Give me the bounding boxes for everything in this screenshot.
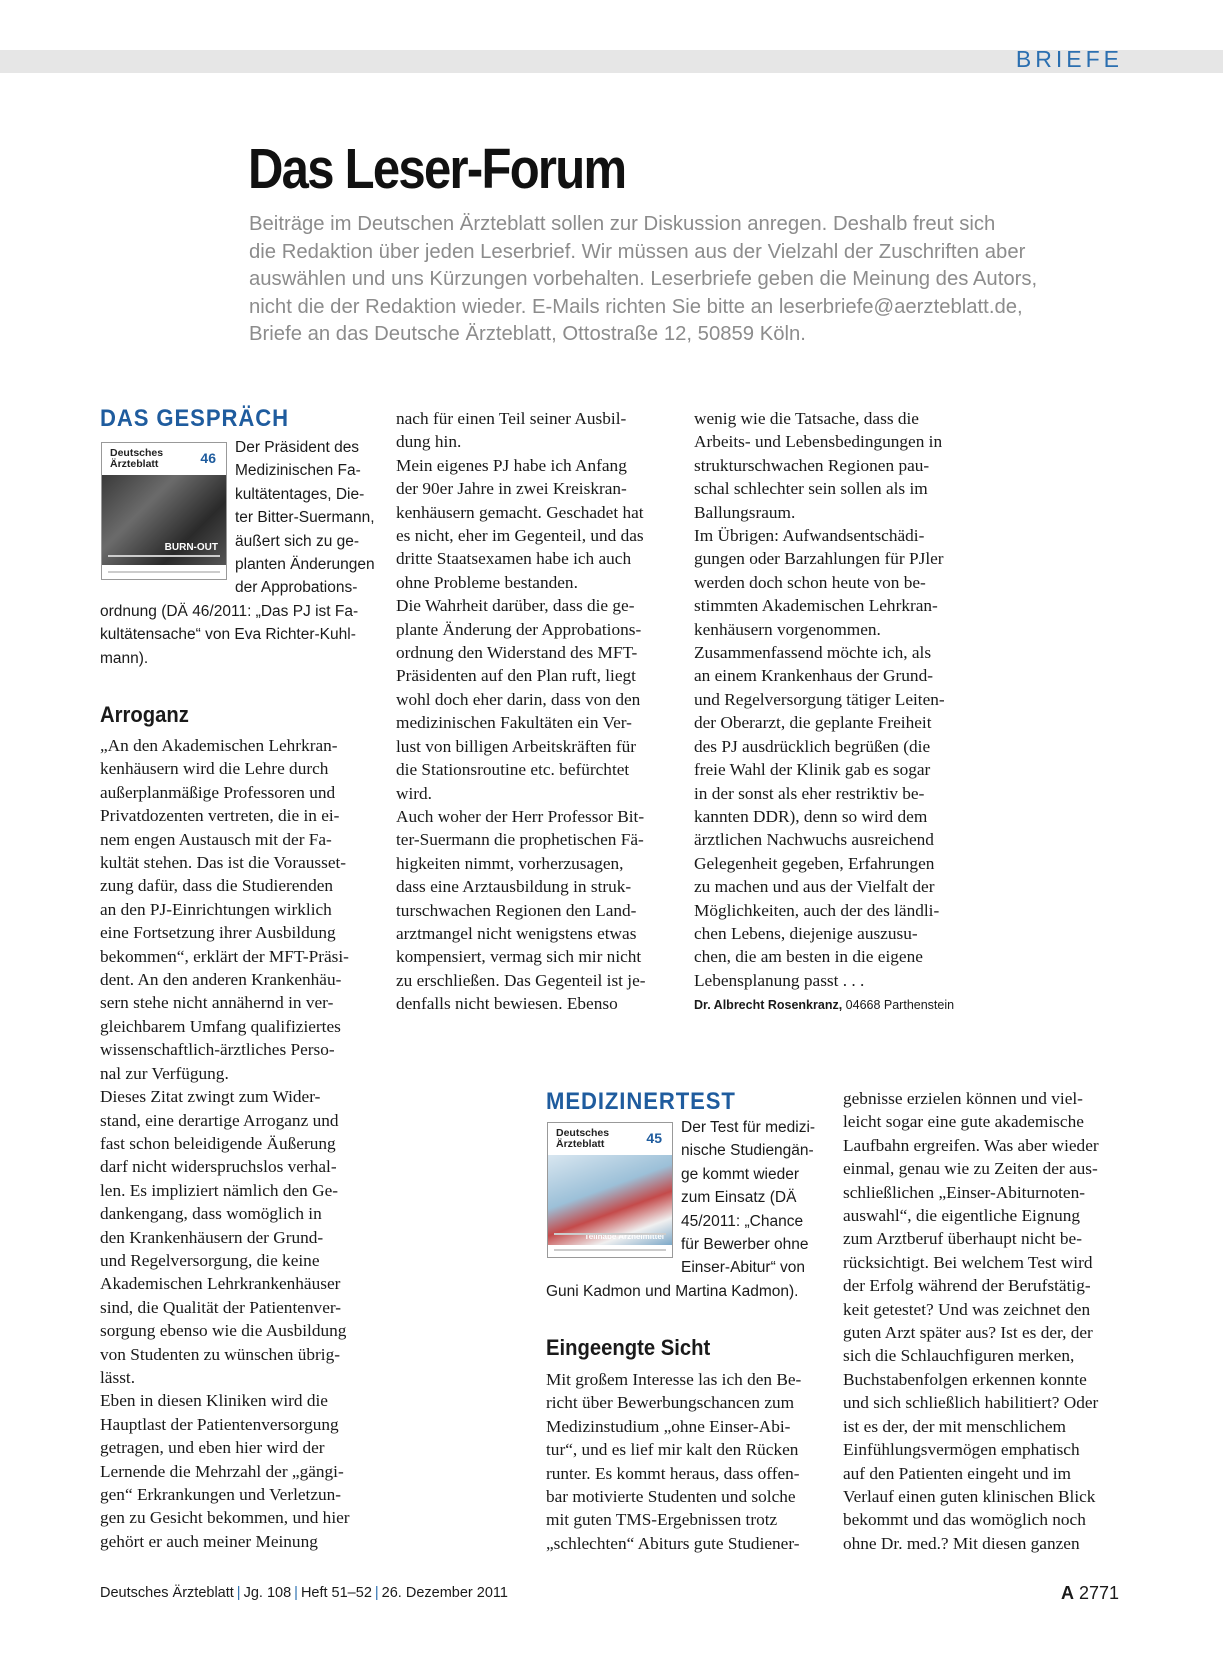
text-line: Lernende die Mehrzahl der „gängi-	[100, 1461, 344, 1481]
text-line: gebnisse erzielen können und viel-	[843, 1089, 1083, 1108]
text-line: der 90er Jahre in zwei Kreiskran-	[396, 479, 627, 499]
text-line: sorgung ebenso wie die Ausbildung	[100, 1321, 347, 1341]
text-line: Buchstabenfolgen erkennen konnte	[843, 1369, 1087, 1389]
section-label: BRIEFE	[1015, 46, 1123, 72]
text-line: in der sonst als eher restriktiv be-	[694, 783, 925, 803]
text-line: gehört er auch meiner Meinung	[100, 1531, 318, 1551]
text-line: planten Änderungen	[235, 556, 375, 574]
text-line: dass eine Arztausbildung in struk-	[396, 877, 632, 897]
letter2-kicker: MEDIZINERTEST	[546, 1088, 736, 1115]
page-title: Das Leser-Forum	[248, 137, 626, 201]
text-line: gen zu Gesicht bekommen, und hier	[100, 1508, 350, 1528]
footer-issue: Heft 51–52	[300, 1585, 372, 1601]
text-line: zu erschließen. Das Gegenteil ist je-	[396, 970, 646, 990]
text-line: sind, die Qualität der Patientenver-	[100, 1297, 342, 1317]
text-line: Beiträge im Deutschen Ärzteblatt sollen zur Diskussion anregen. Deshalb freut sich	[249, 213, 996, 235]
text-line: kenhäusern wird die Lehre durch	[100, 759, 329, 779]
cover-issue-number: 45	[646, 1130, 662, 1146]
text-line: arztmangel nicht wenigstens etwas	[396, 923, 637, 943]
letter2-cover-image	[547, 1122, 673, 1258]
text-line: äußert sich zu ge-	[235, 532, 360, 550]
text-line: wohl doch eher darin, dass von den	[396, 689, 641, 709]
text-line: stand, eine derartige Arroganz und	[100, 1110, 339, 1130]
text-line: richt über Bewerbungschancen zum	[546, 1393, 795, 1413]
text-line: Ballungsraum.	[694, 502, 796, 522]
text-line: medizinischen Fakultäten ein Ver-	[396, 713, 632, 733]
text-line: Laufbahn ergreifen. Was aber wieder	[843, 1135, 1099, 1155]
cover-masthead	[102, 443, 226, 473]
text-line: leicht sogar eine gute akademische	[843, 1112, 1084, 1132]
cover-brand: Deutsches Ärzteblatt	[110, 447, 164, 470]
letter1-lead-beside	[235, 436, 375, 600]
text-line: Verlauf einen guten klinischen Blick	[843, 1486, 1096, 1506]
text-line: mann).	[100, 649, 149, 667]
footer-volume: Jg. 108	[243, 1585, 292, 1601]
text-line: gen“ Erkrankungen und Verletzun-	[100, 1485, 342, 1504]
text-line: plante Änderung der Approbations-	[396, 619, 642, 639]
text-line: dankengang, dass womöglich in	[100, 1204, 322, 1224]
text-line: nische Studiengän-	[681, 1142, 814, 1160]
text-line: zung dafür, dass die Studierenden	[100, 876, 334, 896]
cover-photo	[102, 475, 226, 565]
text-line: chen Lebens, diejenige auszusu-	[694, 923, 918, 943]
letter1-column-3	[694, 407, 945, 992]
text-line: getragen, und eben hier wird der	[100, 1438, 325, 1458]
footer-citation: Deutsches Ärzteblatt | Jg. 108 | Heft 51–52 | 26. Dezember 2011	[100, 1585, 508, 1601]
text-line: ge kommt wieder	[681, 1165, 800, 1183]
text-line: 45/2011: „Chance	[681, 1212, 804, 1230]
text-line: zum Einsatz (DÄ	[681, 1189, 797, 1207]
text-line: tur“, und es lief mir kalt den Rücken	[546, 1440, 799, 1460]
text-line: der Oberarzt, die geplante Freiheit	[694, 713, 932, 733]
footer-journal: Deutsches Ärzteblatt	[100, 1585, 234, 1601]
text-line: „schlechten“ Abiturs gute Studiener-	[546, 1533, 800, 1553]
text-line: nal zur Verfügung.	[100, 1063, 229, 1083]
text-line: sern stehe nicht annähernd in ver-	[100, 993, 334, 1013]
letter1-column-1	[100, 734, 350, 1553]
text-line: „An den Akademischen Lehrkran-	[100, 736, 338, 755]
text-line: dung hin.	[396, 432, 462, 452]
text-line: Einfühlungsvermögen emphatisch	[843, 1440, 1080, 1460]
text-line: Dieses Zitat zwingt zum Wider-	[100, 1087, 321, 1107]
text-line: auf den Patienten eingeht und im	[843, 1463, 1071, 1483]
text-line: ter-Suermann die prophetischen Fä-	[396, 830, 644, 850]
text-line: Möglichkeiten, auch der des ländli-	[694, 900, 940, 920]
text-line: es nicht, eher im Gegenteil, und das	[396, 526, 644, 546]
text-line: auswahl“, die eigentliche Eignung	[843, 1206, 1081, 1226]
text-line: bar motivierte Studenten und solche	[546, 1487, 796, 1507]
text-line: Im Übrigen: Aufwandsentschädi-	[694, 526, 925, 546]
text-line: Medizinstudium „ohne Einser-Abi-	[546, 1416, 791, 1436]
letter2-column-2	[843, 1087, 1099, 1555]
letter1-signature: Dr. Albrecht Rosenkranz, 04668 Parthenstein	[694, 998, 955, 1012]
cover-headline: BURN-OUT	[164, 542, 218, 553]
text-line: Mein eigenes PJ habe ich Anfang	[396, 455, 627, 475]
text-line: rücksichtigt. Bei welchem Test wird	[843, 1252, 1093, 1272]
letter1-lead-full	[100, 600, 358, 670]
text-line: denfalls nicht bewiesen. Ebenso	[396, 994, 618, 1014]
text-line: ist es der, der mit menschlichem	[843, 1416, 1066, 1436]
text-line: die Redaktion über jeden Leserbrief. Wir müssen aus der Vielzahl der Zuschriften aber	[249, 240, 1026, 263]
intro-text	[249, 211, 1149, 349]
text-line: kenhäusern gemacht. Geschadet hat	[396, 502, 644, 522]
text-line: schließlichen „Einser-Abiturnoten-	[843, 1182, 1085, 1202]
text-line: der Erfolg während der Berufstätig-	[843, 1276, 1091, 1296]
text-line: ohne Probleme bestanden.	[396, 572, 578, 592]
text-line: Einser-Abitur“ von	[681, 1259, 806, 1277]
text-line: wenig wie die Tatsache, dass die	[694, 409, 919, 428]
text-line: nicht die der Redaktion wieder. E-Mails richten Sie bitte an leserbriefe@aerzteblatt.de,	[249, 295, 1023, 318]
text-line: kompensiert, vermag sich mir nicht	[396, 947, 642, 967]
letter1-subhead: Arroganz	[100, 702, 189, 727]
text-line: higkeiten nimmt, vorherzusagen,	[396, 853, 624, 873]
text-line: turschwachen Regionen den Land-	[396, 900, 637, 920]
text-line: runter. Es kommt heraus, dass offen-	[546, 1463, 800, 1483]
text-line: Privatdozenten vertreten, die in ei-	[100, 806, 340, 826]
text-line: kultätentages, Die-	[235, 485, 365, 503]
text-line: auswählen und uns Kürzungen vorbehalten. Leserbriefe geben die Meinung des Autors,	[249, 268, 1038, 291]
text-line: nem engen Austausch mit der Fa-	[100, 829, 332, 849]
text-line: der Approbations-	[235, 579, 358, 597]
letter2-column-1	[546, 1368, 801, 1555]
text-line: den Krankenhäusern der Grund-	[100, 1227, 324, 1247]
text-line: Mit großem Interesse las ich den Be-	[546, 1370, 802, 1389]
text-line: die Stationsroutine etc. befürchtet	[396, 760, 630, 780]
text-line: zum Arztberuf überhaupt nicht be-	[843, 1229, 1082, 1249]
text-line: und Regelversorgung, die keine	[100, 1250, 320, 1270]
text-line: an einem Krankenhaus der Grund-	[694, 666, 933, 686]
text-line: gleichbarem Umfang qualifiziertes	[100, 1016, 341, 1036]
cover-masthead	[548, 1123, 672, 1153]
text-line: bekommt und das womöglich noch	[843, 1510, 1086, 1530]
text-line: dritte Staatsexamen habe ich auch	[396, 549, 632, 569]
text-line: Auch woher der Herr Professor Bit-	[396, 806, 645, 826]
text-line: dent. An den anderen Krankenhäu-	[100, 970, 342, 990]
text-line: eine Fortsetzung ihrer Ausbildung	[100, 923, 336, 943]
letter2-lead-full	[546, 1280, 798, 1303]
text-line: Hauptlast der Patientenversorgung	[100, 1414, 339, 1434]
text-line: Der Test für medizi-	[681, 1119, 816, 1136]
text-line: kultät stehen. Das ist die Vorausset-	[100, 853, 347, 873]
text-line: lust von billigen Arbeitskräften für	[396, 736, 636, 756]
text-line: Die Wahrheit darüber, dass die ge-	[396, 596, 635, 616]
text-line: freie Wahl der Klinik gab es sogar	[694, 760, 931, 780]
text-line: nach für einen Teil seiner Ausbil-	[396, 409, 627, 428]
text-line: gungen oder Barzahlungen für PJler	[694, 549, 944, 569]
cover-headline: Teilhabe Arzneimittel	[584, 1232, 664, 1241]
text-line: an den PJ-Einrichtungen wirklich	[100, 899, 332, 919]
text-line: kannten DDR), denn so wird dem	[694, 806, 928, 826]
text-line: schal schlechter sein sollen als im	[694, 479, 928, 499]
cover-brand: Deutsches Ärzteblatt	[556, 1127, 610, 1150]
letter1-cover-image	[101, 442, 227, 580]
text-line: Medizinischen Fa-	[235, 462, 361, 480]
text-line: sich die Schlauchfiguren merken,	[843, 1346, 1075, 1366]
text-line: ordnung (DÄ 46/2011: „Das PJ ist Fa-	[100, 603, 359, 620]
text-line: wird.	[396, 783, 432, 803]
text-line: wissenschaftlich-ärztliches Perso-	[100, 1040, 335, 1060]
text-line: werden doch schon heute von be-	[694, 572, 926, 592]
text-line: mit guten TMS-Ergebnissen trotz	[546, 1510, 778, 1530]
cover-photo	[548, 1155, 672, 1245]
text-line: Akademischen Lehrkrankenhäuser	[100, 1274, 341, 1294]
text-line: ter Bitter-Suermann,	[235, 509, 375, 527]
text-line: und Regelversorgung tätiger Leiten-	[694, 689, 945, 709]
text-line: ärztlichen Nachwuchs ausreichend	[694, 830, 934, 850]
text-line: kenhäusern vorgenommen.	[694, 619, 881, 639]
text-line: kultätensache“ von Eva Richter-Kuhl-	[100, 626, 356, 644]
text-line: Zusammenfassend möchte ich, als	[694, 643, 932, 663]
text-line: keit getestet? Und was zeichnet den	[843, 1299, 1091, 1319]
cover-text-lines	[554, 1233, 666, 1251]
text-line: darf nicht widerspruchslos verhal-	[100, 1157, 337, 1177]
text-line: Briefe an das Deutsche Ärzteblatt, Ottostraße 12, 50859 Köln.	[249, 323, 806, 346]
text-line: stimmten Akademischen Lehrkran-	[694, 596, 938, 616]
text-line: Präsidenten auf den Plan ruft, liegt	[396, 666, 636, 686]
text-line: für Bewerber ohne	[681, 1236, 809, 1254]
cover-text-lines	[108, 555, 220, 573]
letter1-kicker: DAS GESPRÄCH	[100, 405, 289, 432]
text-line: außerplanmäßige Professoren und	[100, 782, 336, 802]
text-line: bekommen“, erklärt der MFT-Präsi-	[100, 946, 349, 966]
letter2-subhead: Eingeengte Sicht	[546, 1335, 711, 1360]
text-line: ordnung den Widerstand des MFT-	[396, 643, 638, 663]
text-line: Eben in diesen Kliniken wird die	[100, 1391, 328, 1411]
cover-issue-number: 46	[200, 450, 216, 466]
text-line: einmal, genau wie zu Zeiten der aus-	[843, 1159, 1098, 1179]
text-line: ohne Dr. med.? Mit diesen ganzen	[843, 1533, 1080, 1553]
text-line: guten Arzt später aus? Ist es der, der	[843, 1323, 1093, 1343]
text-line: des PJ ausdrücklich begrüßen (die	[694, 736, 931, 756]
text-line: von Studenten zu wünschen übrig-	[100, 1344, 340, 1364]
text-line: Arbeits- und Lebensbedingungen in	[694, 432, 943, 452]
letter1-column-2	[396, 407, 646, 1016]
text-line: len. Es impliziert nämlich den Ge-	[100, 1180, 339, 1200]
text-line: und sich schließlich habilitiert? Oder	[843, 1393, 1099, 1413]
text-line: Guni Kadmon und Martina Kadmon).	[546, 1283, 799, 1300]
text-line: Lebensplanung passt . . .	[694, 970, 865, 990]
text-line: zu machen und aus der Vielfalt der	[694, 877, 935, 897]
text-line: strukturschwachen Regionen pau-	[694, 455, 930, 475]
page-number: A 2771	[1060, 1583, 1119, 1603]
footer-date: 26. Dezember 2011	[381, 1585, 508, 1601]
text-line: Gelegenheit gegeben, Erfahrungen	[694, 853, 935, 873]
text-line: chen, die am besten in die eigene	[694, 947, 923, 967]
text-line: fast schon beleidigende Äußerung	[100, 1133, 336, 1153]
text-line: Der Präsident des	[235, 439, 360, 456]
text-line: lässt.	[100, 1367, 136, 1387]
letter2-lead-beside	[681, 1116, 815, 1280]
